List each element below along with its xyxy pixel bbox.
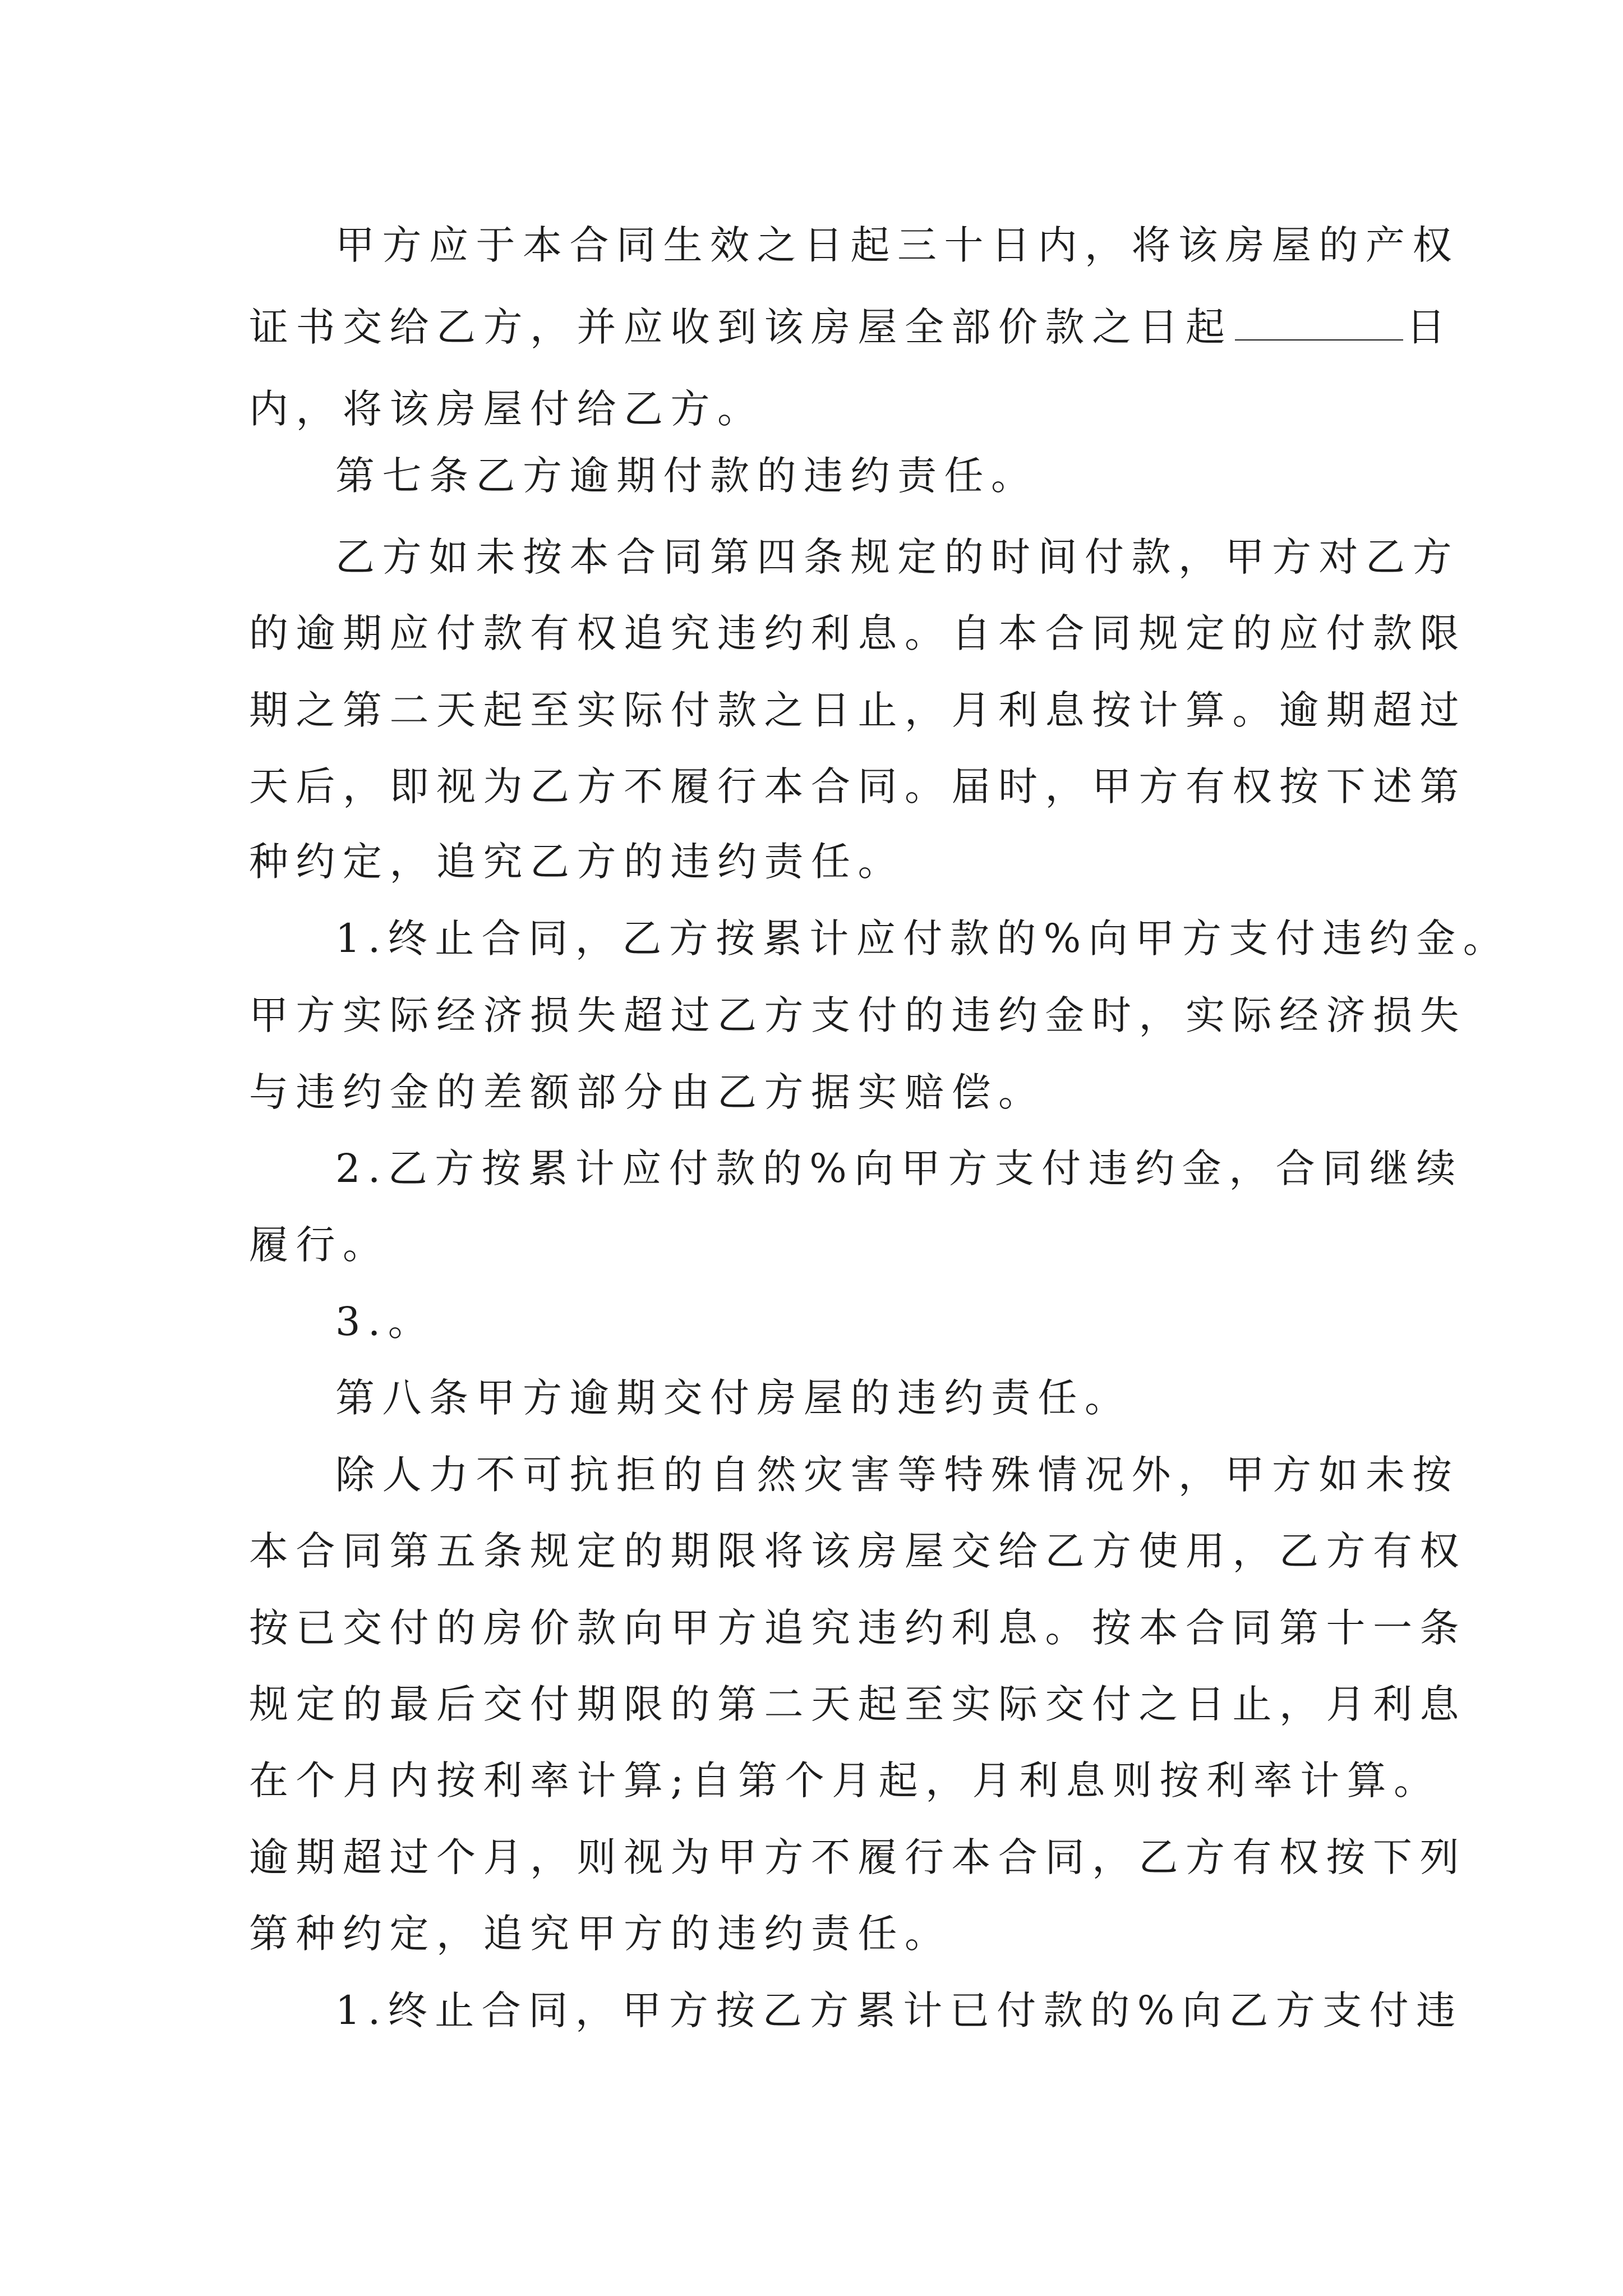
- item-3-line-1: 3.。: [335, 1299, 435, 1345]
- item-1-line-3: 与违约金的差额部分由乙方据实赔偿。: [249, 1069, 1045, 1115]
- item-2-line-1: 2.乙方按累计应付款的%向甲方支付违约金，合同继续: [335, 1145, 1463, 1191]
- item-1-line-1: 1.终止合同，乙方按累计应付款的%向甲方支付违约金。: [335, 915, 1510, 961]
- item-1-line-2: 甲方实际经济损失超过乙方支付的违约金时，实际经济损失: [249, 992, 1467, 1038]
- paragraph-8-line-7: 第种约定，追究甲方的违约责任。: [249, 1911, 952, 1957]
- paragraph-1-line-3: 内，将该房屋付给乙方。: [249, 386, 764, 432]
- item-2-line-2: 履行。: [249, 1222, 390, 1268]
- fill-in-blank: [1235, 337, 1403, 341]
- final-item-1-line-1: 1.终止合同，甲方按乙方累计已付款的%向乙方支付违: [335, 1987, 1463, 2033]
- paragraph-8-line-1: 除人力不可抗拒的自然灾害等特殊情况外，甲方如未按: [335, 1452, 1459, 1498]
- paragraph-3-line-2: 的逾期应付款有权追究违约利息。自本合同规定的应付款限: [249, 610, 1467, 656]
- paragraph-8-line-6: 逾期超过个月，则视为甲方不履行本合同，乙方有权按下列: [249, 1834, 1467, 1880]
- paragraph-1-line-2: [249, 302, 1453, 352]
- paragraph-8-line-4: 规定的最后交付期限的第二天起至实际交付之日止，月利息: [249, 1681, 1467, 1727]
- paragraph-8-line-3: 按已交付的房价款向甲方追究违约利息。按本合同第十一条: [249, 1605, 1467, 1651]
- paragraph-8-line-2: 本合同第五条规定的期限将该房屋交给乙方使用，乙方有权: [249, 1528, 1467, 1574]
- paragraph-1-line-2-text: 证书交给乙方，并应收到该房屋全部价款之日起: [249, 304, 1233, 350]
- article-7-heading: 第七条乙方逾期付款的违约责任。: [335, 453, 1038, 499]
- paragraph-8-line-5: 在个月内按利率计算;自第个月起，月利息则按利率计算。: [249, 1757, 1441, 1803]
- paragraph-3-line-1: 乙方如未按本合同第四条规定的时间付款，甲方对乙方: [335, 534, 1459, 580]
- article-8-heading: 第八条甲方逾期交付房屋的违约责任。: [335, 1375, 1132, 1421]
- paragraph-3-line-3: 期之第二天起至实际付款之日止，月利息按计算。逾期超过: [249, 687, 1467, 733]
- paragraph-3-line-4: 天后，即视为乙方不履行本合同。届时，甲方有权按下述第: [249, 763, 1467, 809]
- paragraph-3-line-5: 种约定，追究乙方的违约责任。: [249, 839, 905, 885]
- paragraph-1-line-2-suffix: 日: [1406, 304, 1453, 350]
- paragraph-1-line-1: 甲方应于本合同生效之日起三十日内，将该房屋的产权: [335, 222, 1459, 268]
